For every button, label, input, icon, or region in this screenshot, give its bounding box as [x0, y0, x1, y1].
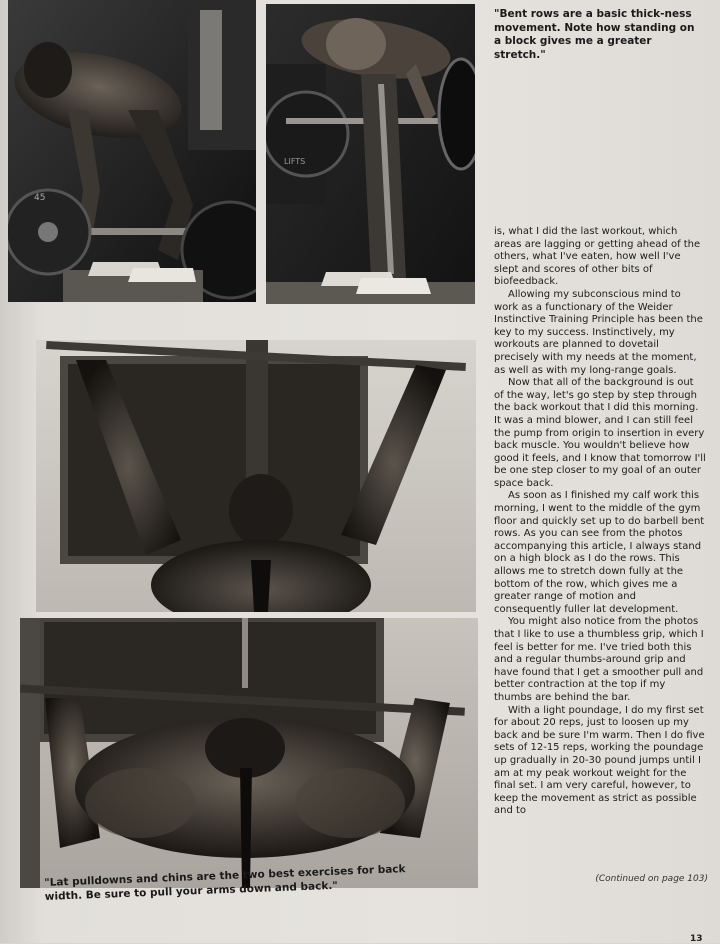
photo-lat-pulldown-top [36, 340, 476, 612]
article-paragraph: is, what I did the last workout, which areas are lagging or getting ahead of the others, what I've eaten, how well I've slept and scores of other bits of biofeedback. [494, 226, 701, 288]
bent-row-photo-art-2 [266, 4, 475, 304]
article-paragraph: Now that all of the background is out of the way, let's go step by step through the back workout that I did this morning. It was a mind blower, and I can still feel the pump from origin to insertion in every back muscle. You wouldn't believe how good it feels, and I know that tomorrow I'll be one step closer to my goal of an outer space back. [494, 377, 706, 489]
lat-pulldown-photo-art-2 [20, 618, 478, 888]
article-body-column [494, 226, 706, 818]
bent-row-photo-art [8, 0, 256, 302]
continued-note: (Continued on page 103) [595, 874, 708, 884]
article-paragraph: You might also notice from the photos that I like to use a thumbless grip, which I feel is better for me. I've tried both this and a regular thumbs-around grip and have found that I get a smoother pull and better contraction at the top if my thumbs are behind the bar. [494, 616, 704, 703]
page-number: 13 [690, 934, 703, 944]
photo-lat-pulldown-bottom [20, 618, 478, 888]
weight-plate-label: 45 [34, 193, 46, 203]
photo-bent-row-top-position [266, 4, 475, 304]
caption-bent-rows: "Bent rows are a basic thick-ness movement. Note how standing on a block gives me a greater stretch." [494, 8, 695, 61]
lat-pulldown-photo-art [36, 340, 476, 612]
photo-bent-row-bottom-position [8, 0, 256, 302]
weight-plate-label-2: LIFTS [284, 157, 306, 166]
article-paragraph: Allowing my subconscious mind to work as a functionary of the Weider Instinctive Training Principle has been the key to my success. Instinctively, my workouts are planned to dovetail precisely with my needs at the moment, as well as with my long-range goals. [494, 288, 703, 376]
article-paragraph: With a light poundage, I do my first set for about 20 reps, just to loosen up my back and be sure I'm warm. Then I do five sets of 12-15 reps, working the poundage up gradually in 20-30 pound jumps until I am at my peak workout weight for the final set. I am very careful, however, to keep the movement as strict as possible and to [494, 704, 705, 817]
article-paragraph: As soon as I finished my calf work this morning, I went to the middle of the gym floor and quickly set up to do barbell bent rows. As you can see from the photos accompanying this article, I always stand on a high block as I do the rows. This allows me to stretch down fully at the bottom of the row, which gives me a greater range of motion and consequently fuller lat development. [494, 490, 705, 615]
caption-lat-pulldowns: "Lat pulldowns and chins are the two best exercises for back width. Be sure to pull your arms down and back." [44, 863, 406, 903]
